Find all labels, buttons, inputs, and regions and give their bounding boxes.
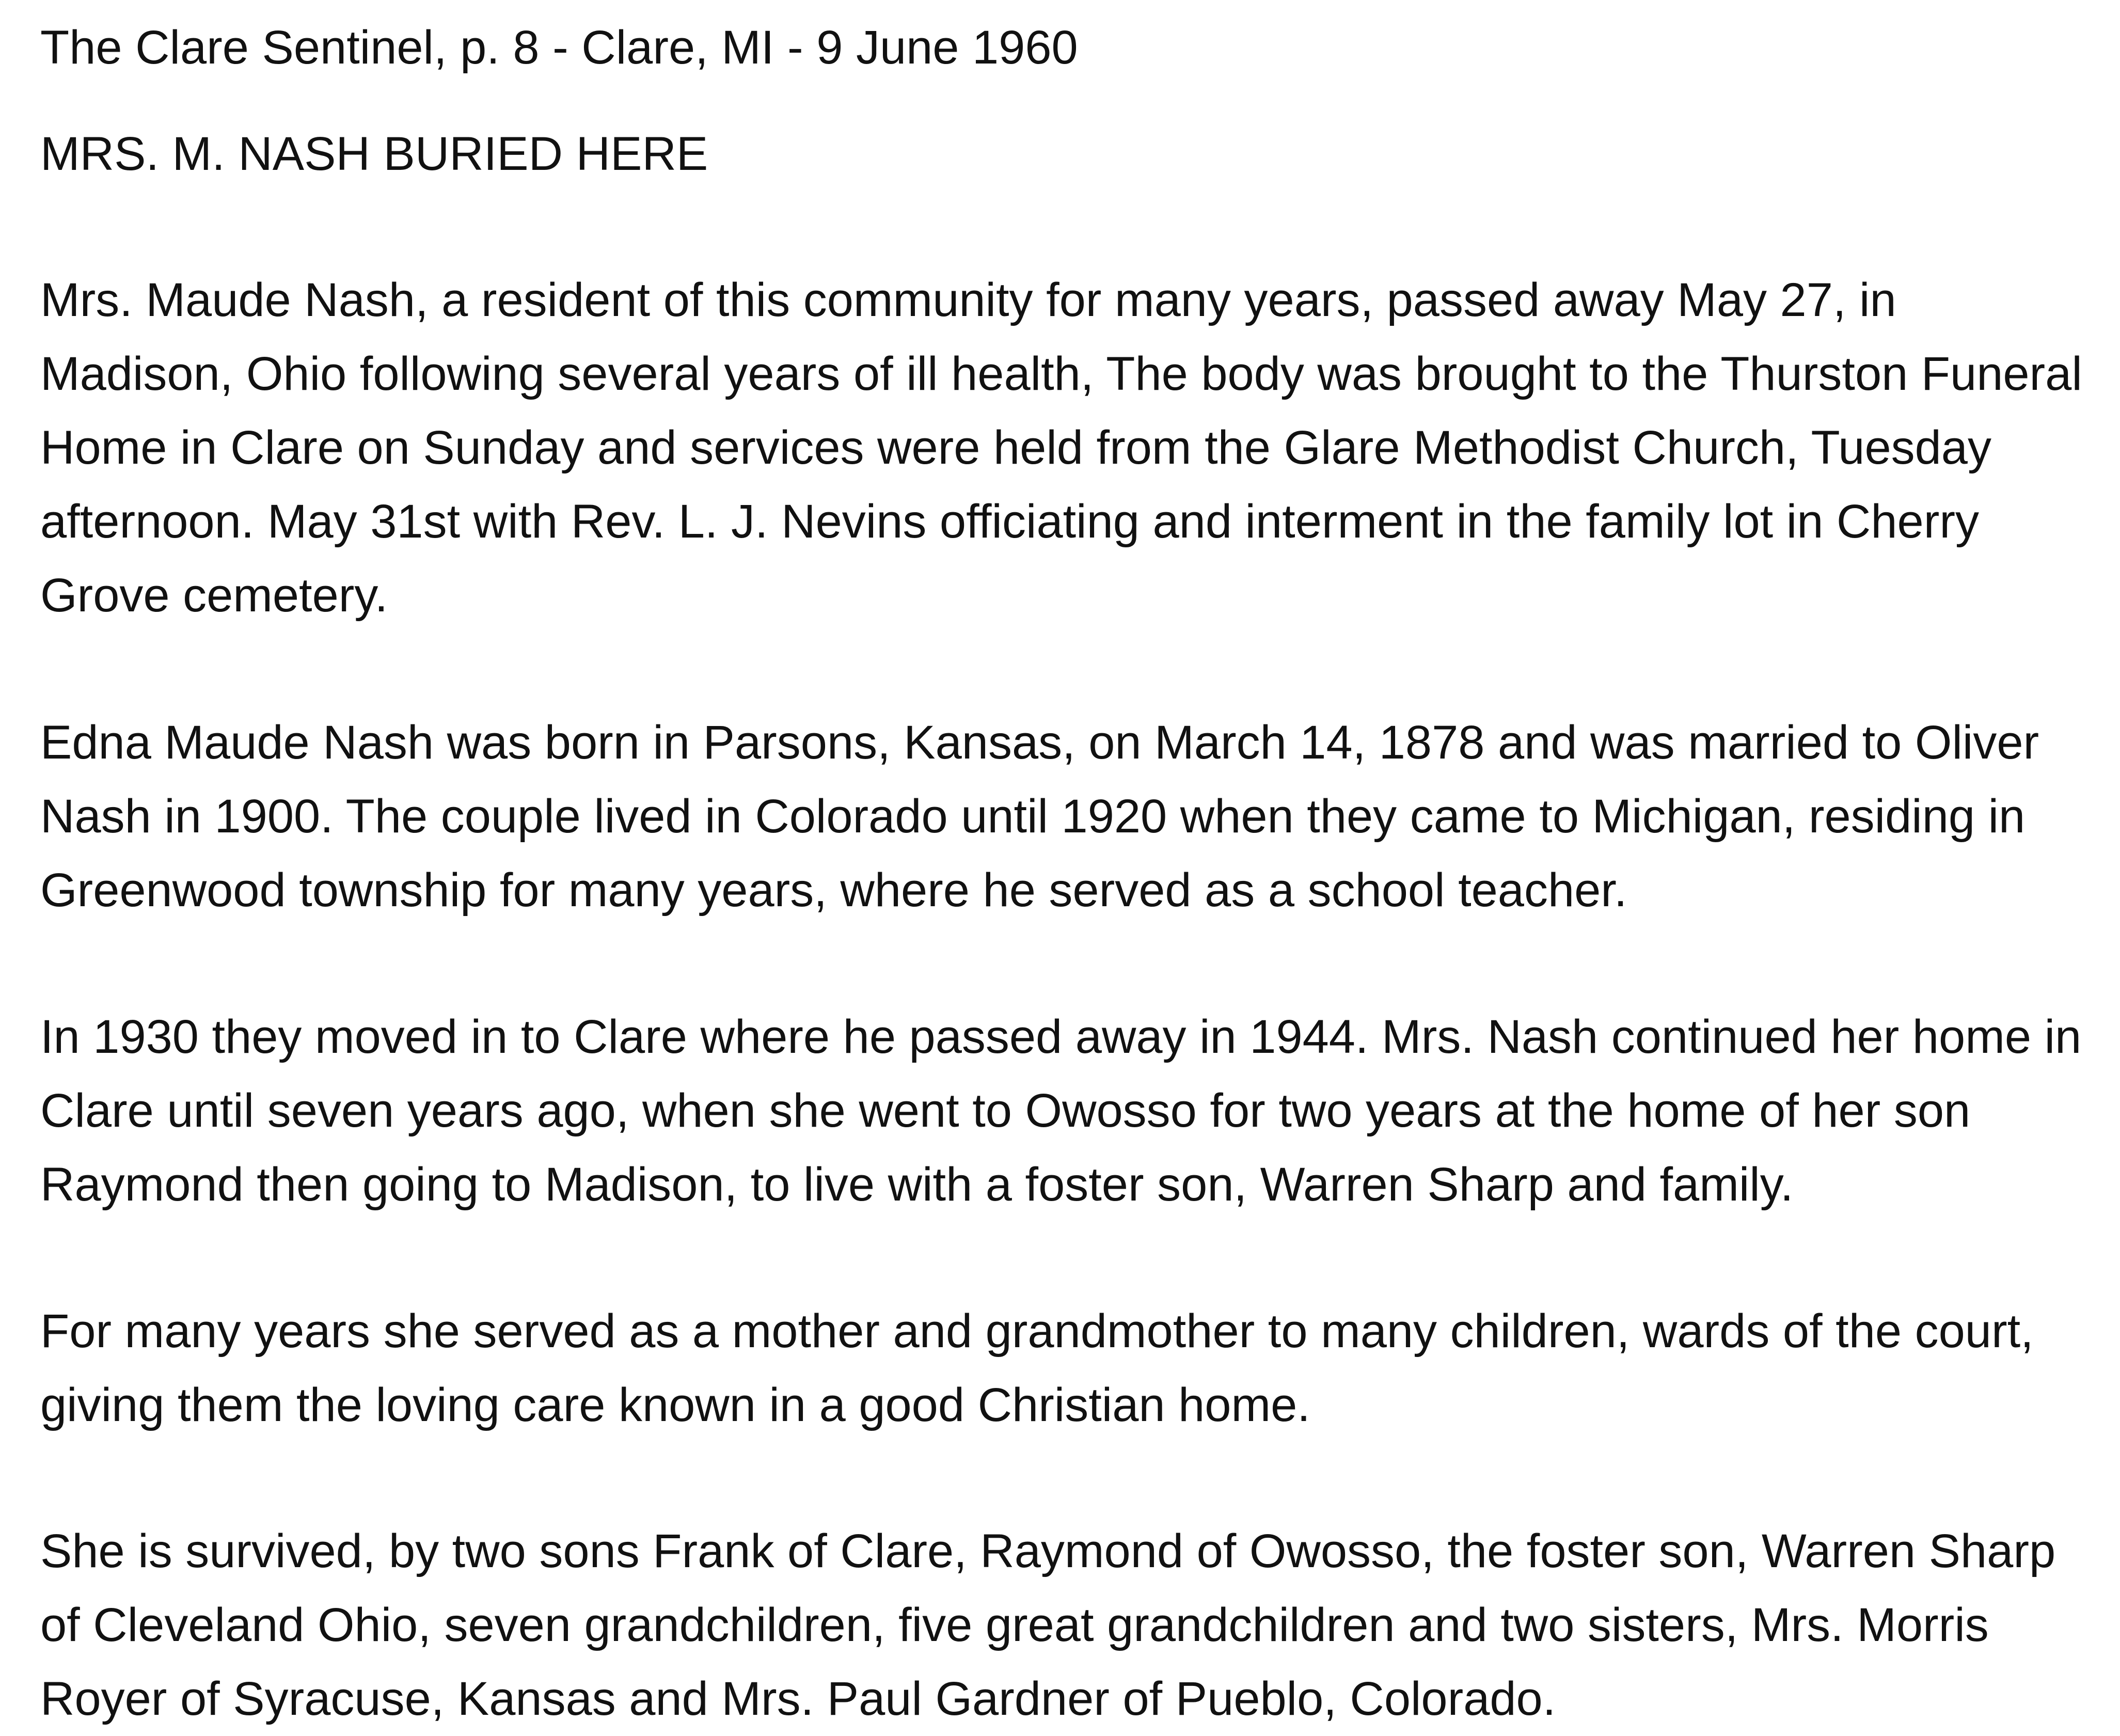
paragraph-later-life: In 1930 they moved in to Clare where he passed away in 1944. Mrs. Nash continued her home in Clare until seven years ago, when she went to Owosso for two years at the home of her son Raymond then going to Madison, to live with a foster son, Warren Sharp and family. [40, 1011, 2082, 1211]
paragraph-biography: Edna Maude Nash was born in Parsons, Kansas, on March 14, 1878 and was married to Oliver Nash in 1900. The couple lived in Colorado until 1920 when they came to Michigan, residing in Greenwood township for many years, where he served as a school teacher. [40, 716, 2039, 917]
paragraph-death-notice: Mrs. Maude Nash, a resident of this community for many years, passed away May 27, in Madison, Ohio following several years of ill health, The body was brought to the Thurston Funeral Home in Clare on Sunday and services were held from the Glare Methodist Church, Tuesday afternoon. May 31st with Rev. L. J. Nevins officiating and interment in the family lot in Cherry Grove cemetery. [40, 274, 2082, 622]
source-citation: The Clare Sentinel, p. 8 - Clare, MI - 9 June 1960 [40, 21, 1078, 74]
paragraph-service: For many years she served as a mother and grandmother to many children, wards of the court, giving them the loving care known in a good Christian home. [40, 1305, 2034, 1431]
headline: MRS. M. NASH BURIED HERE [40, 128, 708, 180]
paragraph-survivors: She is survived, by two sons Frank of Clare, Raymond of Owosso, the foster son, Warren Sharp of Cleveland Ohio, seven grandchildren, five great grandchildren and two sisters, Mrs. Morris Royer of Syracuse, Kansas and Mrs. Paul Gardner of Pueblo, Colorado. [40, 1525, 2056, 1725]
